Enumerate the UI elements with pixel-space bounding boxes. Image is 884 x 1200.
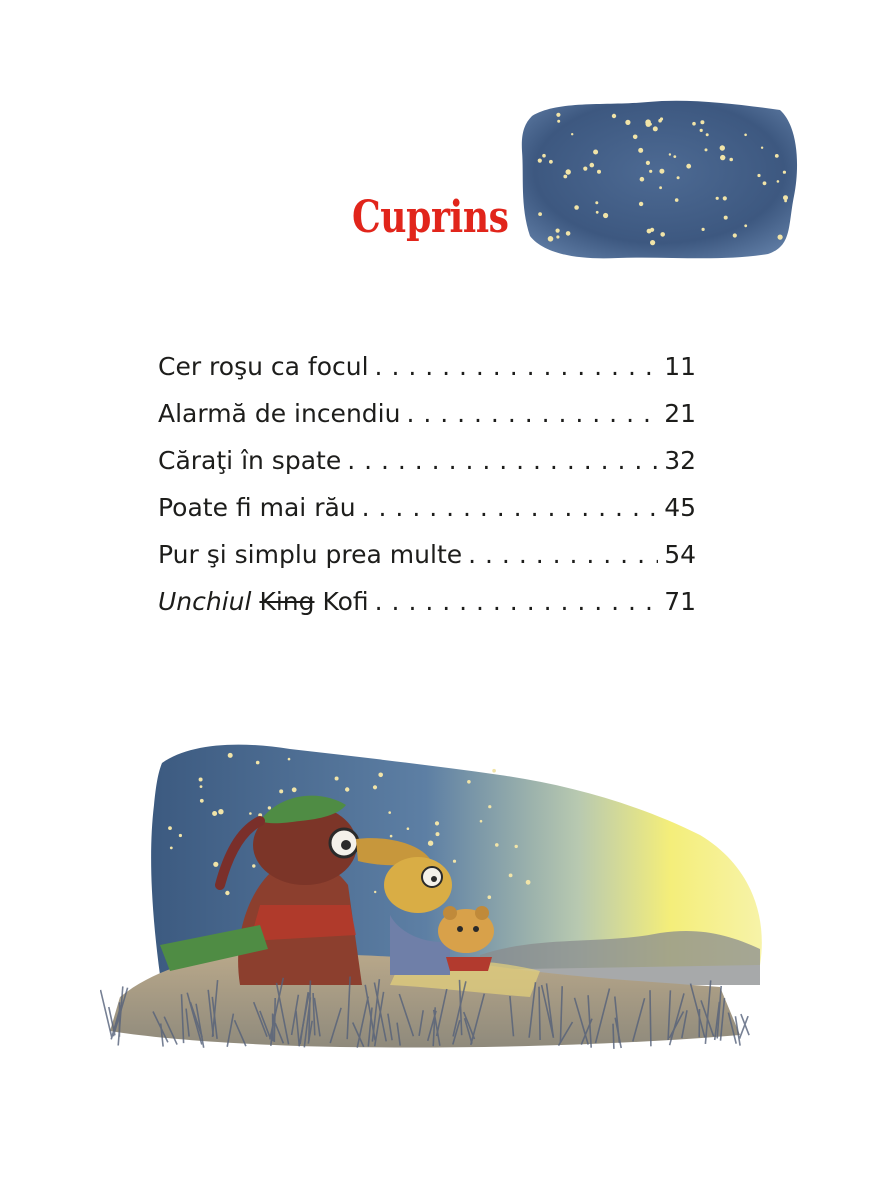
star-icon	[252, 864, 255, 867]
star-icon	[778, 235, 783, 240]
star-icon	[495, 843, 499, 847]
star-icon	[199, 778, 203, 782]
toc-entry-title: Alarmă de incendiu	[158, 399, 401, 428]
star-icon	[509, 874, 513, 878]
star-icon	[335, 777, 339, 781]
star-icon	[488, 805, 491, 808]
star-icon	[390, 835, 393, 838]
star-icon	[625, 120, 630, 125]
star-icon	[706, 133, 709, 136]
grass-blade	[613, 1024, 614, 1049]
star-icon	[590, 163, 595, 168]
star-icon	[436, 832, 440, 836]
star-icon	[784, 200, 787, 203]
toc-entry-page: 11	[664, 352, 696, 381]
star-icon	[700, 129, 703, 132]
toc-entry-page: 21	[664, 399, 696, 428]
star-icon	[435, 821, 439, 825]
night-scene-illustration-icon	[100, 735, 772, 1057]
star-icon	[557, 120, 560, 123]
star-icon	[428, 841, 433, 846]
star-icon	[256, 761, 260, 765]
star-icon	[213, 862, 218, 867]
star-icon	[212, 811, 217, 816]
toc-leader-dots	[468, 531, 658, 578]
star-icon	[783, 171, 786, 174]
toc-entry	[158, 578, 696, 625]
star-icon	[388, 811, 391, 814]
star-icon	[480, 820, 483, 823]
star-icon	[268, 806, 271, 809]
star-icon	[659, 186, 662, 189]
star-icon	[761, 147, 763, 149]
star-icon	[542, 154, 546, 158]
star-icon	[646, 161, 650, 165]
page-title: Cuprins	[352, 192, 509, 243]
toc-entry-page: 71	[664, 587, 696, 616]
star-icon	[633, 135, 638, 140]
star-icon	[595, 201, 598, 204]
star-icon	[720, 155, 725, 160]
toc-entry-title-struck: King	[259, 587, 315, 616]
star-icon	[669, 153, 671, 155]
grass-blade	[539, 987, 540, 1040]
star-icon	[783, 195, 788, 200]
star-icon	[638, 148, 643, 153]
star-icon	[279, 789, 283, 793]
star-icon	[583, 167, 587, 171]
star-icon	[225, 891, 229, 895]
star-icon	[763, 181, 767, 185]
toc-entry-title-italic: Unchiul	[158, 587, 252, 616]
star-icon	[453, 860, 456, 863]
toc-entry-title-rest: Kofi	[322, 587, 369, 616]
toc-entry-page: 32	[664, 446, 696, 475]
star-icon	[597, 170, 601, 174]
star-icon	[729, 158, 733, 162]
star-icon	[556, 113, 560, 117]
star-icon	[407, 827, 410, 830]
star-icon	[556, 229, 560, 233]
star-icon	[702, 228, 705, 231]
star-icon	[649, 170, 652, 173]
star-icon	[200, 799, 204, 803]
star-icon	[574, 205, 579, 210]
star-icon	[720, 145, 725, 150]
star-icon	[292, 787, 297, 792]
star-icon	[345, 787, 349, 791]
toc-entry-title: Căraţi în spate	[158, 446, 342, 475]
star-icon	[744, 224, 747, 227]
star-icon	[288, 758, 291, 761]
star-icon	[526, 880, 531, 885]
star-icon	[639, 202, 643, 206]
star-icon	[170, 847, 173, 850]
star-icon	[705, 148, 708, 151]
toc-leader-dots	[375, 578, 659, 625]
toc-leader-dots	[347, 437, 658, 484]
star-icon	[374, 891, 376, 893]
toc-entry	[158, 437, 696, 484]
star-icon	[563, 175, 567, 179]
grass-blade	[650, 990, 651, 1046]
toc-entry-title: Cer roşu ca focul	[158, 352, 369, 381]
star-icon	[492, 769, 496, 773]
star-icon	[467, 780, 471, 784]
star-icon	[645, 119, 651, 125]
star-icon	[548, 236, 554, 242]
star-icon	[596, 211, 599, 214]
star-icon	[677, 176, 680, 179]
star-icon	[556, 235, 559, 238]
star-icon	[566, 231, 571, 236]
star-icon	[200, 785, 203, 788]
star-icon	[757, 174, 760, 177]
star-icon	[692, 122, 696, 126]
star-icon	[515, 845, 518, 848]
toc-entry	[158, 531, 696, 578]
star-icon	[566, 169, 571, 174]
toc-entry-page: 45	[664, 493, 696, 522]
star-icon	[723, 196, 727, 200]
star-icon	[650, 240, 655, 245]
star-icon	[777, 180, 780, 183]
star-icon	[700, 120, 704, 124]
toc-leader-dots	[362, 484, 659, 531]
star-icon	[603, 213, 608, 218]
star-icon	[724, 216, 728, 220]
star-icon	[538, 159, 542, 163]
toc-leader-dots	[375, 343, 659, 390]
star-icon	[571, 133, 573, 135]
toc-entry-title: Poate fi mai rău	[158, 493, 356, 522]
star-icon	[249, 812, 252, 815]
toc-entry	[158, 484, 696, 531]
star-icon	[673, 155, 676, 158]
star-icon	[653, 126, 658, 131]
star-icon	[228, 753, 233, 758]
star-icon	[658, 119, 662, 123]
star-icon	[733, 233, 737, 237]
star-icon	[378, 773, 383, 778]
star-icon	[373, 785, 377, 789]
star-icon	[612, 114, 616, 118]
toc-entry-page: 54	[664, 540, 696, 569]
star-icon	[538, 212, 542, 216]
star-icon	[686, 164, 691, 169]
star-icon	[168, 826, 172, 830]
star-icon	[660, 232, 665, 237]
toc-entry-title: Pur şi simplu prea multe	[158, 540, 463, 569]
star-icon	[488, 895, 492, 899]
star-icon	[218, 809, 223, 814]
toc-entry	[158, 390, 696, 437]
star-icon	[716, 197, 719, 200]
starry-sky-icon	[518, 96, 800, 261]
star-icon	[659, 169, 664, 174]
table-of-contents	[158, 343, 696, 625]
toc-leader-dots	[406, 390, 658, 437]
toc-entry-title	[158, 578, 369, 625]
star-icon	[640, 177, 645, 182]
star-icon	[775, 154, 779, 158]
star-icon	[593, 150, 598, 155]
star-icon	[647, 229, 652, 234]
toc-entry	[158, 343, 696, 390]
star-icon	[744, 134, 747, 137]
star-icon	[179, 834, 182, 837]
star-icon	[549, 160, 553, 164]
star-icon	[675, 198, 679, 202]
